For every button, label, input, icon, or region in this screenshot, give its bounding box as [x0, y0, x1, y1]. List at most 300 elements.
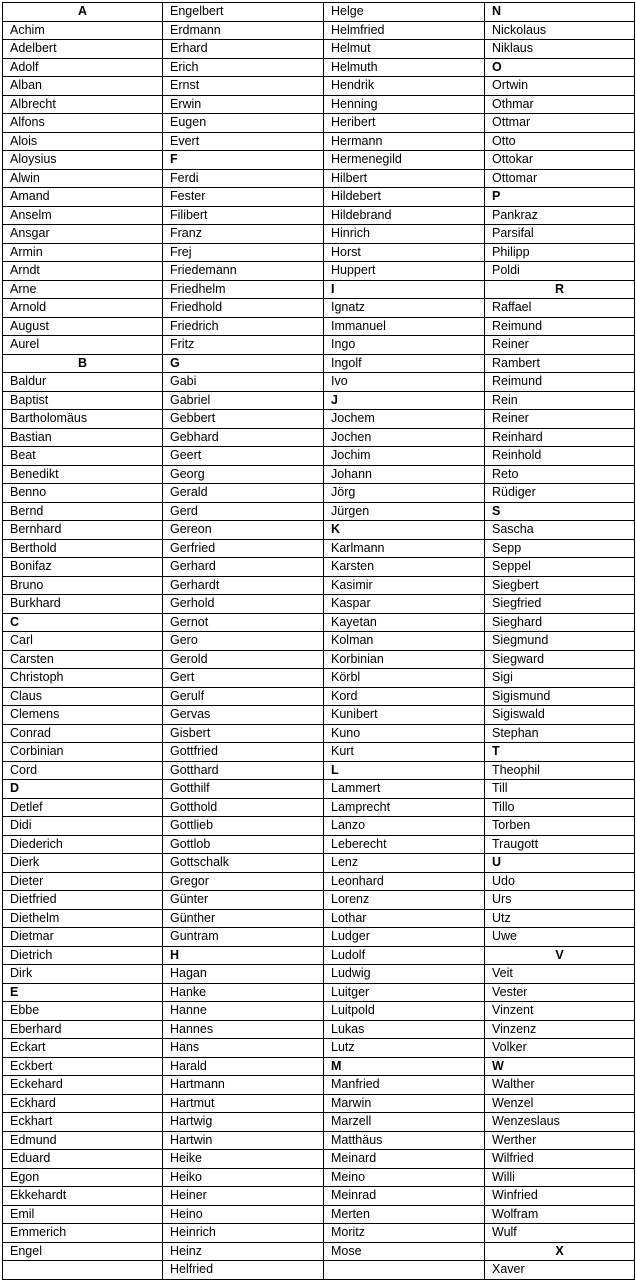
name-cell: Werther — [485, 1131, 635, 1150]
name-cell: Luitger — [324, 983, 485, 1002]
letter-header: N — [485, 3, 635, 22]
name-cell: Heribert — [324, 114, 485, 133]
name-cell: Albrecht — [3, 95, 163, 114]
table-row — [3, 1039, 635, 1058]
name-cell: Henning — [324, 95, 485, 114]
name-cell: Lanzo — [324, 817, 485, 836]
name-cell: Meino — [324, 1168, 485, 1187]
name-cell: Kunibert — [324, 706, 485, 725]
name-cell: Helmuth — [324, 58, 485, 77]
table-row — [3, 576, 635, 595]
name-cell: Lammert — [324, 780, 485, 799]
table-row — [3, 1150, 635, 1169]
table-row — [3, 151, 635, 170]
table-row — [3, 1057, 635, 1076]
name-cell: Helge — [324, 3, 485, 22]
letter-header: K — [324, 521, 485, 540]
table-row — [3, 983, 635, 1002]
name-cell: Gottlob — [163, 835, 324, 854]
name-cell: Heino — [163, 1205, 324, 1224]
name-cell: Reinhard — [485, 428, 635, 447]
table-row — [3, 465, 635, 484]
table-row — [3, 373, 635, 392]
table-row — [3, 280, 635, 299]
name-cell: Karsten — [324, 558, 485, 577]
table-row — [3, 225, 635, 244]
table-row — [3, 299, 635, 318]
names-table — [2, 2, 635, 1280]
name-cell: Geert — [163, 447, 324, 466]
table-row — [3, 1261, 635, 1280]
table-row — [3, 132, 635, 151]
name-cell: Niklaus — [485, 40, 635, 59]
name-cell: Fester — [163, 188, 324, 207]
name-cell: Dietfried — [3, 891, 163, 910]
name-cell: Heike — [163, 1150, 324, 1169]
name-cell: Sigiswald — [485, 706, 635, 725]
name-cell: Armin — [3, 243, 163, 262]
name-cell: Heinz — [163, 1242, 324, 1261]
table-row — [3, 484, 635, 503]
name-cell: Hinrich — [324, 225, 485, 244]
table-row — [3, 243, 635, 262]
name-cell: Hermenegild — [324, 151, 485, 170]
name-cell: Egon — [3, 1168, 163, 1187]
table-row — [3, 909, 635, 928]
name-cell: Bastian — [3, 428, 163, 447]
name-cell: Veit — [485, 965, 635, 984]
name-cell: Eckhard — [3, 1094, 163, 1113]
name-cell: Gerold — [163, 650, 324, 669]
name-cell: Kord — [324, 687, 485, 706]
name-cell: Otto — [485, 132, 635, 151]
name-cell: Parsifal — [485, 225, 635, 244]
name-cell: Cord — [3, 761, 163, 780]
name-cell: Vinzenz — [485, 1020, 635, 1039]
table-row — [3, 835, 635, 854]
name-cell: Othmar — [485, 95, 635, 114]
name-cell: Till — [485, 780, 635, 799]
table-row — [3, 77, 635, 96]
name-cell: Emmerich — [3, 1224, 163, 1243]
table-row — [3, 3, 635, 22]
name-cell: Gervas — [163, 706, 324, 725]
name-cell: Jochen — [324, 428, 485, 447]
table-row — [3, 595, 635, 614]
name-cell: Bernd — [3, 502, 163, 521]
letter-header: D — [3, 780, 163, 799]
name-cell: Hilbert — [324, 169, 485, 188]
name-cell: Erwin — [163, 95, 324, 114]
name-cell: Engel — [3, 1242, 163, 1261]
name-cell: Volker — [485, 1039, 635, 1058]
name-cell: Vester — [485, 983, 635, 1002]
names-table-body — [3, 3, 635, 1280]
name-cell: Friedhelm — [163, 280, 324, 299]
name-cell: Didi — [3, 817, 163, 836]
name-cell: Arndt — [3, 262, 163, 281]
name-cell: Wulf — [485, 1224, 635, 1243]
name-cell: Achim — [3, 21, 163, 40]
name-cell: Leonhard — [324, 872, 485, 891]
letter-header: P — [485, 188, 635, 207]
name-cell: Matthäus — [324, 1131, 485, 1150]
name-cell: Gero — [163, 632, 324, 651]
table-row — [3, 1168, 635, 1187]
table-row — [3, 872, 635, 891]
name-cell: Gottfried — [163, 743, 324, 762]
table-row — [3, 1187, 635, 1206]
name-cell: Gebhard — [163, 428, 324, 447]
name-cell: Gotthard — [163, 761, 324, 780]
table-row — [3, 854, 635, 873]
name-cell: Reto — [485, 465, 635, 484]
name-cell: Berthold — [3, 539, 163, 558]
name-cell: Hanke — [163, 983, 324, 1002]
name-cell: Kolman — [324, 632, 485, 651]
name-cell: Baldur — [3, 373, 163, 392]
name-cell: Lenz — [324, 854, 485, 873]
name-cell: Dietmar — [3, 928, 163, 947]
name-cell: Nickolaus — [485, 21, 635, 40]
table-row — [3, 447, 635, 466]
name-cell: Reiner — [485, 336, 635, 355]
name-cell: Hildebert — [324, 188, 485, 207]
name-cell: Georg — [163, 465, 324, 484]
name-cell: Gerfried — [163, 539, 324, 558]
name-cell: Ottomar — [485, 169, 635, 188]
name-cell: Hans — [163, 1039, 324, 1058]
name-cell: Alois — [3, 132, 163, 151]
name-cell: Huppert — [324, 262, 485, 281]
name-cell: Hartmut — [163, 1094, 324, 1113]
name-cell: Eckhart — [3, 1113, 163, 1132]
table-row — [3, 336, 635, 355]
name-cell: Helmut — [324, 40, 485, 59]
name-cell: Luitpold — [324, 1002, 485, 1021]
name-cell: Meinard — [324, 1150, 485, 1169]
name-cell: Philipp — [485, 243, 635, 262]
table-row — [3, 1076, 635, 1095]
letter-header: X — [485, 1242, 635, 1261]
table-row — [3, 40, 635, 59]
name-cell: Heiko — [163, 1168, 324, 1187]
name-cell: Theophil — [485, 761, 635, 780]
letter-header: V — [485, 946, 635, 965]
table-row — [3, 58, 635, 77]
letter-header: C — [3, 613, 163, 632]
name-cell: Helmfried — [324, 21, 485, 40]
name-cell: Bruno — [3, 576, 163, 595]
name-cell: Kurt — [324, 743, 485, 762]
name-cell: Pankraz — [485, 206, 635, 225]
table-row — [3, 965, 635, 984]
name-cell: Alfons — [3, 114, 163, 133]
name-cell: Merten — [324, 1205, 485, 1224]
name-cell: Sieghard — [485, 613, 635, 632]
name-cell: Siegmund — [485, 632, 635, 651]
name-cell: Leberecht — [324, 835, 485, 854]
name-cell: Ingolf — [324, 354, 485, 373]
name-cell: Harald — [163, 1057, 324, 1076]
name-cell: Eckart — [3, 1039, 163, 1058]
name-cell: Wenzeslaus — [485, 1113, 635, 1132]
name-cell: Aurel — [3, 336, 163, 355]
name-cell: Gabi — [163, 373, 324, 392]
name-cell: Hendrik — [324, 77, 485, 96]
name-cell: Urs — [485, 891, 635, 910]
table-row — [3, 650, 635, 669]
name-cell: Heiner — [163, 1187, 324, 1206]
name-cell: Gerd — [163, 502, 324, 521]
name-cell: Walther — [485, 1076, 635, 1095]
name-cell: Sepp — [485, 539, 635, 558]
name-cell: Adelbert — [3, 40, 163, 59]
letter-header: U — [485, 854, 635, 873]
name-cell: Rüdiger — [485, 484, 635, 503]
name-cell: Anselm — [3, 206, 163, 225]
table-row — [3, 946, 635, 965]
table-row — [3, 724, 635, 743]
name-cell: August — [3, 317, 163, 336]
name-cell: Evert — [163, 132, 324, 151]
name-cell: Eckbert — [3, 1057, 163, 1076]
name-cell: Hildebrand — [324, 206, 485, 225]
letter-header: E — [3, 983, 163, 1002]
table-row — [3, 410, 635, 429]
name-cell: Bartholomäus — [3, 410, 163, 429]
name-cell: Marwin — [324, 1094, 485, 1113]
name-cell: Wenzel — [485, 1094, 635, 1113]
empty-cell — [3, 1261, 163, 1280]
name-cell: Raffael — [485, 299, 635, 318]
table-row — [3, 521, 635, 540]
name-cell: Ottmar — [485, 114, 635, 133]
table-row — [3, 169, 635, 188]
name-cell: Stephan — [485, 724, 635, 743]
letter-header: F — [163, 151, 324, 170]
table-row — [3, 1242, 635, 1261]
table-row — [3, 1094, 635, 1113]
name-cell: Detlef — [3, 798, 163, 817]
table-row — [3, 928, 635, 947]
table-row — [3, 95, 635, 114]
name-cell: Gerald — [163, 484, 324, 503]
name-cell: Uwe — [485, 928, 635, 947]
name-cell: Manfried — [324, 1076, 485, 1095]
name-cell: Gereon — [163, 521, 324, 540]
name-cell: Lamprecht — [324, 798, 485, 817]
name-cell: Bonifaz — [3, 558, 163, 577]
table-row — [3, 262, 635, 281]
name-cell: Carl — [3, 632, 163, 651]
name-cell: Torben — [485, 817, 635, 836]
name-cell: Corbinian — [3, 743, 163, 762]
name-cell: Filibert — [163, 206, 324, 225]
table-row — [3, 21, 635, 40]
name-cell: Karlmann — [324, 539, 485, 558]
name-cell: Ebbe — [3, 1002, 163, 1021]
name-cell: Moritz — [324, 1224, 485, 1243]
name-cell: Ignatz — [324, 299, 485, 318]
name-cell: Frej — [163, 243, 324, 262]
name-cell: Gerhard — [163, 558, 324, 577]
name-cell: Johann — [324, 465, 485, 484]
name-cell: Eckehard — [3, 1076, 163, 1095]
name-cell: Carsten — [3, 650, 163, 669]
name-cell: Arnold — [3, 299, 163, 318]
name-cell: Ortwin — [485, 77, 635, 96]
name-cell: Ludolf — [324, 946, 485, 965]
name-cell: Korbinian — [324, 650, 485, 669]
name-cell: Diethelm — [3, 909, 163, 928]
letter-header: M — [324, 1057, 485, 1076]
name-cell: Hanne — [163, 1002, 324, 1021]
name-cell: Dietrich — [3, 946, 163, 965]
table-row — [3, 1205, 635, 1224]
name-cell: Alban — [3, 77, 163, 96]
name-cell: Gotthilf — [163, 780, 324, 799]
table-row — [3, 317, 635, 336]
table-row — [3, 743, 635, 762]
name-cell: Horst — [324, 243, 485, 262]
table-row — [3, 706, 635, 725]
name-cell: Edmund — [3, 1131, 163, 1150]
name-cell: Sigismund — [485, 687, 635, 706]
table-row — [3, 539, 635, 558]
name-cell: Beat — [3, 447, 163, 466]
name-cell: Günter — [163, 891, 324, 910]
name-cell: Erhard — [163, 40, 324, 59]
name-cell: Eduard — [3, 1150, 163, 1169]
name-cell: Hartwin — [163, 1131, 324, 1150]
empty-cell — [324, 1261, 485, 1280]
letter-header: I — [324, 280, 485, 299]
name-cell: Udo — [485, 872, 635, 891]
name-cell: Kuno — [324, 724, 485, 743]
table-row — [3, 1131, 635, 1150]
name-cell: Hannes — [163, 1020, 324, 1039]
name-cell: Fritz — [163, 336, 324, 355]
name-cell: Ernst — [163, 77, 324, 96]
name-cell: Xaver — [485, 1261, 635, 1280]
letter-header: A — [3, 3, 163, 22]
name-cell: Ansgar — [3, 225, 163, 244]
name-cell: Gert — [163, 669, 324, 688]
name-cell: Arne — [3, 280, 163, 299]
name-cell: Gisbert — [163, 724, 324, 743]
name-cell: Diederich — [3, 835, 163, 854]
name-cell: Eberhard — [3, 1020, 163, 1039]
name-cell: Marzell — [324, 1113, 485, 1132]
name-cell: Amand — [3, 188, 163, 207]
name-cell: Gregor — [163, 872, 324, 891]
name-cell: Hermann — [324, 132, 485, 151]
name-cell: Gerulf — [163, 687, 324, 706]
table-row — [3, 558, 635, 577]
name-cell: Engelbert — [163, 3, 324, 22]
name-cell: Christoph — [3, 669, 163, 688]
letter-header: R — [485, 280, 635, 299]
name-cell: Lutz — [324, 1039, 485, 1058]
table-row — [3, 114, 635, 133]
name-cell: Ferdi — [163, 169, 324, 188]
name-cell: Jochim — [324, 447, 485, 466]
name-cell: Rein — [485, 391, 635, 410]
name-cell: Kasimir — [324, 576, 485, 595]
name-cell: Lukas — [324, 1020, 485, 1039]
name-cell: Gerhardt — [163, 576, 324, 595]
table-row — [3, 354, 635, 373]
name-cell: Reimund — [485, 373, 635, 392]
name-cell: Ludwig — [324, 965, 485, 984]
name-cell: Lorenz — [324, 891, 485, 910]
name-cell: Friedemann — [163, 262, 324, 281]
name-cell: Ludger — [324, 928, 485, 947]
name-cell: Benno — [3, 484, 163, 503]
name-cell: Hagan — [163, 965, 324, 984]
name-cell: Dirk — [3, 965, 163, 984]
letter-header: G — [163, 354, 324, 373]
table-row — [3, 1020, 635, 1039]
letter-header: S — [485, 502, 635, 521]
letter-header: H — [163, 946, 324, 965]
name-cell: Ivo — [324, 373, 485, 392]
name-cell: Erich — [163, 58, 324, 77]
table-row — [3, 687, 635, 706]
name-cell: Claus — [3, 687, 163, 706]
name-cell: Winfried — [485, 1187, 635, 1206]
table-row — [3, 780, 635, 799]
name-cell: Traugott — [485, 835, 635, 854]
name-cell: Alwin — [3, 169, 163, 188]
name-cell: Kaspar — [324, 595, 485, 614]
name-cell: Ekkehardt — [3, 1187, 163, 1206]
name-cell: Emil — [3, 1205, 163, 1224]
name-cell: Erdmann — [163, 21, 324, 40]
name-cell: Dierk — [3, 854, 163, 873]
name-cell: Friedrich — [163, 317, 324, 336]
name-cell: Siegfried — [485, 595, 635, 614]
name-cell: Hartmann — [163, 1076, 324, 1095]
name-cell: Reinhold — [485, 447, 635, 466]
name-cell: Helfried — [163, 1261, 324, 1280]
name-cell: Hartwig — [163, 1113, 324, 1132]
table-row — [3, 1113, 635, 1132]
name-cell: Rambert — [485, 354, 635, 373]
table-row — [3, 1224, 635, 1243]
table-row — [3, 188, 635, 207]
name-cell: Lothar — [324, 909, 485, 928]
name-cell: Clemens — [3, 706, 163, 725]
name-cell: Tillo — [485, 798, 635, 817]
name-cell: Eugen — [163, 114, 324, 133]
letter-header: B — [3, 354, 163, 373]
table-row — [3, 817, 635, 836]
letter-header: J — [324, 391, 485, 410]
name-cell: Jürgen — [324, 502, 485, 521]
name-cell: Vinzent — [485, 1002, 635, 1021]
name-cell: Ottokar — [485, 151, 635, 170]
name-cell: Sigi — [485, 669, 635, 688]
table-row — [3, 391, 635, 410]
table-row — [3, 428, 635, 447]
name-cell: Heinrich — [163, 1224, 324, 1243]
name-cell: Jörg — [324, 484, 485, 503]
name-cell: Dieter — [3, 872, 163, 891]
name-cell: Siegward — [485, 650, 635, 669]
name-cell: Jochem — [324, 410, 485, 429]
